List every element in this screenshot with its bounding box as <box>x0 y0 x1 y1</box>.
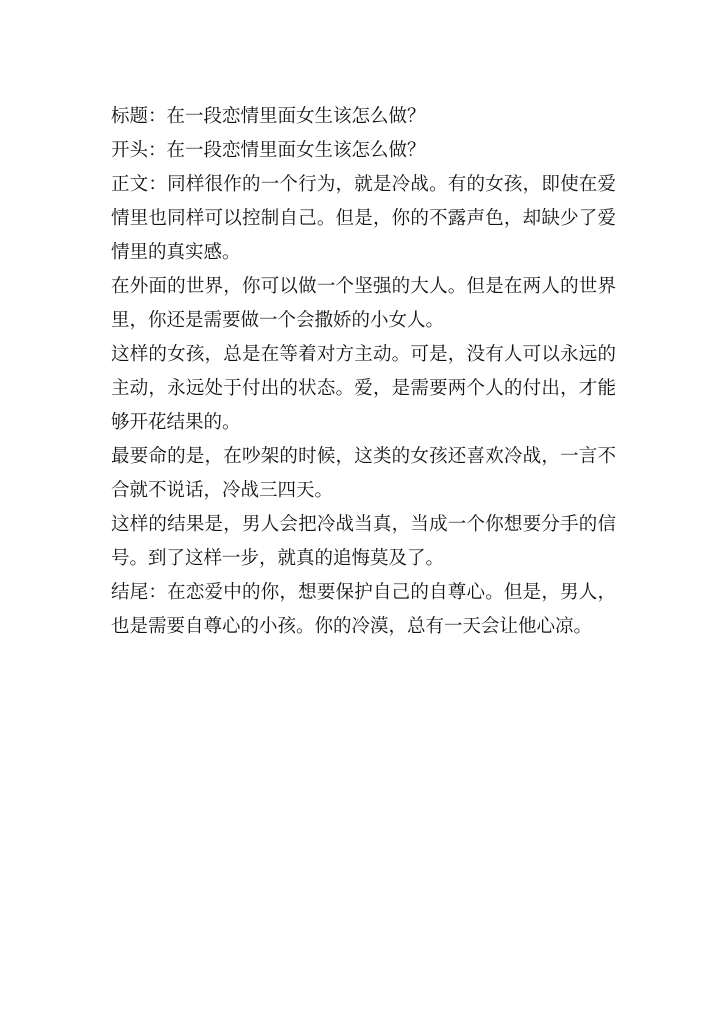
body-paragraph: 这样的女孩，总是在等着对方主动。可是，没有人可以永远的主动，永远处于付出的状态。爱，是需要两个人的付出，才能够开花结果的。 <box>111 344 616 433</box>
closing-paragraph: 结尾：在恋爱中的你，想要保护自己的自尊心。但是，男人，也是需要自尊心的小孩。你的冷漠，总有一天会让他心凉。 <box>111 582 616 637</box>
body-paragraph: 这样的结果是，男人会把冷战当真，当成一个你想要分手的信号。到了这样一步，就真的追悔莫及了。 <box>111 514 616 569</box>
document-body <box>111 100 616 644</box>
body-paragraph: 在外面的世界，你可以做一个坚强的大人。但是在两人的世界里，你还是需要做一个会撒娇的小女人。 <box>111 276 616 331</box>
body-paragraph: 正文：同样很作的一个行为，就是冷战。有的女孩，即使在爱情里也同样可以控制自己。但是，你的不露声色，却缺少了爱情里的真实感。 <box>111 174 616 263</box>
title-line: 标题：在一段恋情里面女生该怎么做？ <box>111 106 426 127</box>
opening-line: 开头：在一段恋情里面女生该怎么做？ <box>111 140 426 161</box>
body-paragraph: 最要命的是，在吵架的时候，这类的女孩还喜欢冷战，一言不合就不说话，冷战三四天。 <box>111 446 616 501</box>
